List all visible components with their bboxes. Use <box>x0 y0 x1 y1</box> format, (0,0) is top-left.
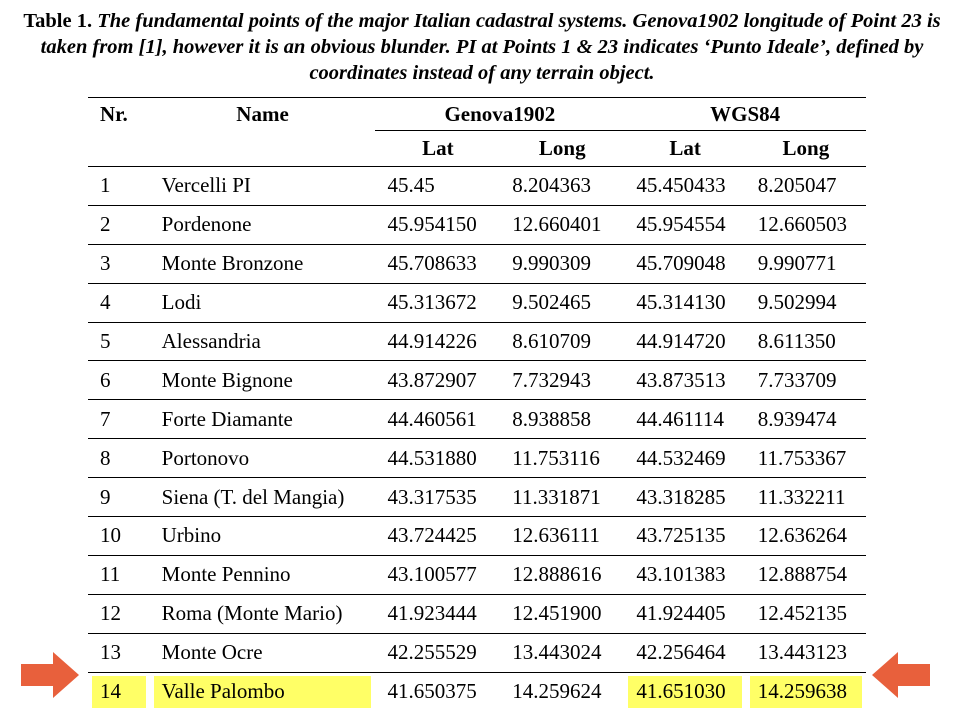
header-wgs84: WGS84 <box>624 98 866 131</box>
row-genova-lat-text: 41.923444 <box>387 601 476 625</box>
row-nr-text: 14 <box>100 679 121 703</box>
row-wgs-lat-text: 42.256464 <box>636 640 725 664</box>
row-name <box>150 205 376 244</box>
row-name-text: Portonovo <box>162 446 250 470</box>
row-nr <box>88 594 150 633</box>
table-row <box>88 322 866 361</box>
row-nr-text: 9 <box>100 485 111 509</box>
fundamental-points-table <box>88 97 866 710</box>
row-genova-long-text: 9.502465 <box>512 290 591 314</box>
row-genova-long <box>500 672 624 710</box>
row-nr <box>88 283 150 322</box>
row-genova-long-text: 14.259624 <box>512 679 601 703</box>
row-genova-long <box>500 478 624 517</box>
row-genova-lat-text: 45.708633 <box>387 251 476 275</box>
row-genova-lat-text: 43.724425 <box>387 523 476 547</box>
row-genova-long <box>500 322 624 361</box>
row-genova-long <box>500 439 624 478</box>
row-wgs-long <box>746 322 866 361</box>
row-name <box>150 244 376 283</box>
row-genova-lat-text: 44.531880 <box>387 446 476 470</box>
row-genova-lat-text: 42.255529 <box>387 640 476 664</box>
row-genova-lat <box>375 517 500 556</box>
row-genova-lat-text: 45.45 <box>387 173 434 197</box>
header-wgs-lat: Lat <box>624 131 745 167</box>
row-name-text: Monte Ocre <box>162 640 263 664</box>
arrow-left-icon <box>872 652 930 698</box>
header-genova-lat: Lat <box>375 131 500 167</box>
row-wgs-long <box>746 478 866 517</box>
row-nr-text: 6 <box>100 368 111 392</box>
row-genova-long <box>500 361 624 400</box>
table-row <box>88 633 866 672</box>
row-name-text: Roma (Monte Mario) <box>162 601 343 625</box>
row-name-text: Monte Pennino <box>162 562 291 586</box>
header-wgs-long: Long <box>746 131 866 167</box>
row-wgs-lat <box>624 361 745 400</box>
row-wgs-lat-text: 45.314130 <box>636 290 725 314</box>
row-wgs-long-text: 11.332211 <box>758 485 846 509</box>
row-nr <box>88 517 150 556</box>
row-wgs-lat-text: 43.101383 <box>636 562 725 586</box>
row-genova-lat <box>375 400 500 439</box>
row-genova-lat <box>375 478 500 517</box>
table-body <box>88 167 866 710</box>
row-wgs-long <box>746 672 866 710</box>
row-genova-long-text: 8.204363 <box>512 173 591 197</box>
row-genova-lat <box>375 594 500 633</box>
row-name <box>150 167 376 206</box>
row-wgs-lat <box>624 555 745 594</box>
row-name-text: Valle Palombo <box>162 679 285 703</box>
row-nr-text: 1 <box>100 173 111 197</box>
row-nr-text: 2 <box>100 212 111 236</box>
row-wgs-lat-text: 43.318285 <box>636 485 725 509</box>
row-genova-long-text: 13.443024 <box>512 640 601 664</box>
row-wgs-lat <box>624 439 745 478</box>
row-genova-long <box>500 633 624 672</box>
row-genova-lat <box>375 283 500 322</box>
row-wgs-lat <box>624 400 745 439</box>
row-wgs-lat <box>624 322 745 361</box>
row-nr <box>88 244 150 283</box>
table-row <box>88 672 866 710</box>
header-empty-name <box>150 131 376 167</box>
row-name <box>150 594 376 633</box>
row-wgs-long-text: 12.636264 <box>758 523 847 547</box>
row-wgs-long-text: 14.259638 <box>758 679 847 703</box>
row-genova-long <box>500 283 624 322</box>
table-row <box>88 167 866 206</box>
header-row-2 <box>88 131 866 167</box>
row-wgs-long-text: 7.733709 <box>758 368 837 392</box>
row-wgs-long-text: 9.502994 <box>758 290 837 314</box>
row-wgs-long-text: 8.611350 <box>758 329 836 353</box>
table-row <box>88 555 866 594</box>
row-nr <box>88 361 150 400</box>
row-nr-text: 3 <box>100 251 111 275</box>
row-wgs-long <box>746 400 866 439</box>
row-wgs-lat <box>624 633 745 672</box>
row-genova-lat-text: 45.313672 <box>387 290 476 314</box>
row-wgs-lat-text: 44.532469 <box>636 446 725 470</box>
row-name-text: Vercelli PI <box>162 173 251 197</box>
row-wgs-lat-text: 45.709048 <box>636 251 725 275</box>
row-genova-lat <box>375 555 500 594</box>
row-name <box>150 283 376 322</box>
table-row <box>88 205 866 244</box>
row-genova-long-text: 11.753116 <box>512 446 600 470</box>
row-genova-lat-text: 43.872907 <box>387 368 476 392</box>
header-nr: Nr. <box>88 98 150 131</box>
row-genova-long-text: 12.636111 <box>512 523 600 547</box>
table-row <box>88 361 866 400</box>
row-nr-text: 13 <box>100 640 121 664</box>
caption-label: Table 1. <box>23 10 92 32</box>
row-wgs-long <box>746 244 866 283</box>
row-genova-long <box>500 205 624 244</box>
row-genova-long-text: 12.888616 <box>512 562 601 586</box>
row-genova-lat-text: 43.317535 <box>387 485 476 509</box>
row-nr <box>88 633 150 672</box>
row-genova-long <box>500 555 624 594</box>
row-wgs-long <box>746 517 866 556</box>
row-nr <box>88 439 150 478</box>
row-wgs-long-text: 9.990771 <box>758 251 837 275</box>
header-row-1 <box>88 98 866 131</box>
row-wgs-long-text: 12.660503 <box>758 212 847 236</box>
row-genova-lat <box>375 322 500 361</box>
row-genova-lat-text: 44.914226 <box>387 329 476 353</box>
row-genova-lat <box>375 439 500 478</box>
row-wgs-long-text: 8.939474 <box>758 407 837 431</box>
row-nr <box>88 167 150 206</box>
row-genova-lat-text: 43.100577 <box>387 562 476 586</box>
header-empty-nr <box>88 131 150 167</box>
row-name-text: Urbino <box>162 523 222 547</box>
row-wgs-lat-text: 43.725135 <box>636 523 725 547</box>
row-genova-long-text: 8.610709 <box>512 329 591 353</box>
table-row <box>88 283 866 322</box>
row-name <box>150 672 376 710</box>
row-nr-text: 11 <box>100 562 120 586</box>
caption-text: The fundamental points of the major Italian cadastral systems. Genova1902 longitude of Point 23 is taken from [1], however it is an obvious blunder. PI at Points 1 & 23 indicates ‘Punto Ideale’, defined by coordinates instead of any terrain object. <box>41 10 941 84</box>
row-wgs-long-text: 8.205047 <box>758 173 837 197</box>
row-genova-long-text: 11.331871 <box>512 485 600 509</box>
table-row <box>88 478 866 517</box>
row-genova-lat-text: 45.954150 <box>387 212 476 236</box>
row-genova-lat <box>375 167 500 206</box>
row-wgs-lat <box>624 672 745 710</box>
row-nr-text: 4 <box>100 290 111 314</box>
row-genova-lat <box>375 633 500 672</box>
row-wgs-lat-text: 45.954554 <box>636 212 725 236</box>
row-nr-text: 12 <box>100 601 121 625</box>
row-wgs-long <box>746 361 866 400</box>
row-wgs-lat-text: 44.914720 <box>636 329 725 353</box>
row-nr <box>88 555 150 594</box>
arrow-right-icon <box>21 652 79 698</box>
row-name <box>150 400 376 439</box>
table-row <box>88 517 866 556</box>
row-name-text: Forte Diamante <box>162 407 293 431</box>
row-name <box>150 555 376 594</box>
row-genova-long-text: 9.990309 <box>512 251 591 275</box>
row-genova-long-text: 7.732943 <box>512 368 591 392</box>
row-wgs-long-text: 11.753367 <box>758 446 846 470</box>
row-wgs-long <box>746 283 866 322</box>
row-name-text: Siena (T. del Mangia) <box>162 485 345 509</box>
row-nr <box>88 205 150 244</box>
row-wgs-lat-text: 41.924405 <box>636 601 725 625</box>
row-wgs-long <box>746 555 866 594</box>
row-nr <box>88 322 150 361</box>
table-row <box>88 439 866 478</box>
row-wgs-lat-text: 41.651030 <box>636 679 725 703</box>
row-wgs-long <box>746 439 866 478</box>
row-name-text: Alessandria <box>162 329 261 353</box>
row-nr <box>88 672 150 710</box>
row-genova-long-text: 8.938858 <box>512 407 591 431</box>
header-name: Name <box>150 98 376 131</box>
row-wgs-lat-text: 44.461114 <box>636 407 724 431</box>
table-row <box>88 400 866 439</box>
row-genova-long <box>500 517 624 556</box>
row-wgs-lat <box>624 594 745 633</box>
row-nr-text: 7 <box>100 407 111 431</box>
row-name <box>150 361 376 400</box>
row-nr-text: 5 <box>100 329 111 353</box>
row-wgs-lat <box>624 244 745 283</box>
row-genova-long <box>500 400 624 439</box>
row-wgs-lat <box>624 517 745 556</box>
row-wgs-lat-text: 43.873513 <box>636 368 725 392</box>
row-name-text: Monte Bignone <box>162 368 293 392</box>
row-nr-text: 8 <box>100 446 111 470</box>
row-genova-long <box>500 167 624 206</box>
row-nr <box>88 400 150 439</box>
header-genova-long: Long <box>500 131 624 167</box>
row-wgs-long-text: 12.888754 <box>758 562 847 586</box>
row-genova-lat <box>375 361 500 400</box>
row-name <box>150 633 376 672</box>
header-genova1902: Genova1902 <box>375 98 624 131</box>
row-name <box>150 439 376 478</box>
row-wgs-long <box>746 205 866 244</box>
row-wgs-lat <box>624 478 745 517</box>
row-name-text: Pordenone <box>162 212 252 236</box>
row-genova-long-text: 12.660401 <box>512 212 601 236</box>
row-wgs-lat <box>624 167 745 206</box>
table-row <box>88 244 866 283</box>
row-genova-lat-text: 41.650375 <box>387 679 476 703</box>
table-row <box>88 594 866 633</box>
row-nr <box>88 478 150 517</box>
row-wgs-lat <box>624 205 745 244</box>
row-wgs-long-text: 12.452135 <box>758 601 847 625</box>
table-caption <box>12 8 952 86</box>
row-wgs-lat-text: 45.450433 <box>636 173 725 197</box>
row-name-text: Monte Bronzone <box>162 251 304 275</box>
row-genova-long-text: 12.451900 <box>512 601 601 625</box>
row-genova-long <box>500 594 624 633</box>
row-genova-lat-text: 44.460561 <box>387 407 476 431</box>
row-wgs-long <box>746 167 866 206</box>
row-genova-long <box>500 244 624 283</box>
row-genova-lat <box>375 205 500 244</box>
row-name <box>150 478 376 517</box>
row-wgs-long <box>746 594 866 633</box>
row-wgs-long <box>746 633 866 672</box>
row-name-text: Lodi <box>162 290 202 314</box>
row-genova-lat <box>375 244 500 283</box>
row-wgs-lat <box>624 283 745 322</box>
row-genova-lat <box>375 672 500 710</box>
row-name <box>150 322 376 361</box>
row-name <box>150 517 376 556</box>
row-nr-text: 10 <box>100 523 121 547</box>
row-wgs-long-text: 13.443123 <box>758 640 847 664</box>
